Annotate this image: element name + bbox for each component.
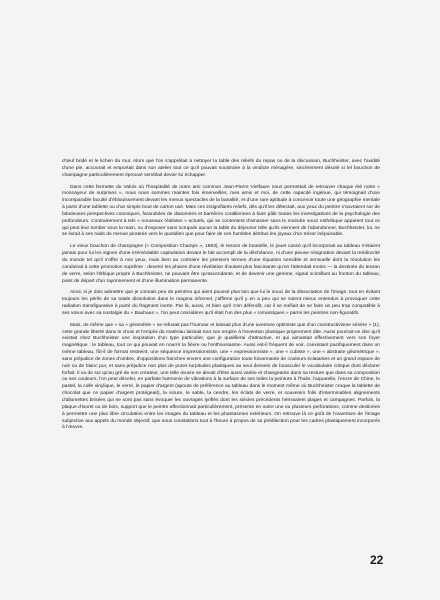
paragraph: Ainsi, si je dois admettre que je connais peu de peintres qui aient poussé plus loin que lui le souci de la dissociation de l'image, tout en évitant toujours les périls de sa totale dissolution dans le magma informel, j'affirme qu'il y en a peu qui se soient mieux entendus à provoquer cette radiation transfigurative à partir du fragment inerte. Par là, aussi, et bien qu'il s'en défendît, car il se méfiait de se faire un peu trop compatible à ses vœux avec sa nostalgie du « Bauhaus », l'on peut considérer qu'il était l'un des plus « romantiques » parmi les peintres non-figuratifs. [62, 290, 380, 316]
page-number: 22 [370, 553, 384, 567]
paragraph: Dans cette fermette du Valois où l'hospitalité de notre ami commun Jean-Pierre Vielfaure nous permettait de retrouver chaque été notre « monnayeur de surprises », nous nous sommes maintes fois émerveillés, mes amis et moi, de cette rapacité ingénue, qui témoignait d'une incomparable faculté d'éblouissement devant les menus spectacles de la banalité, et d'une rare aptitude à concevoir toute une géographie mentale à partir d'une tablette ou d'un simple bout de carton usé. Mais ces insignifiants reliefs, dès qu'il les détectait, aux yeux du peintre s'ouvraient sur de fabuleuses perspectives cosmiques, farandoles de diatomées et barrières coralliennes à faire pâlir toutes les investigations de la psychologie des profondeurs. Contrairement à tels « nouveaux réalistes » actuels, qui se contentent d'amasser sans le moindre souci esthétique apparent tout ce qui peut leur tomber sous la main, ou d'exposer sans scrupule aucun la table du déjeuner telle qu'ils viennent de l'abandonner, Buchheister, lui, ne se livrait à ses raids de menue piraterie vers le quotidien que pour faire de ces humbles détritus les joyaux d'un trésor inépuisable. [62, 184, 380, 238]
article-body [62, 159, 380, 437]
paragraph: Le vieux bouchon de champagne (« Composition Champs », 1963), le tesson de bouteille, le jouet cassé qu'il incorporait au tableau n'étaient jamais pour lui les signes d'une irrémédiable capitulation devant le fait accompli de la déchéance, ni d'une pieuse résignation devant la médiocrité du monde tel qu'il s'offre à nos yeux, mais bien au contraire les premiers termes d'une équation sensible et sensuelle dont la résolution les conduirait à cette promotion suprême : devenir les phares d'une révélation d'autant plus fascinante qu'on l'attendait moins — la destinée du tesson de verre, selon l'éthique propre à Buchheister, ne pouvant être qu'ascendante, et de devenir une gemme, signal scintillant au fronton du tableau, point de départ d'un rayonnement et d'une illumination permanente. [62, 244, 380, 284]
paragraph: Mais, de même que « sa » géométrie « ne refusait pas l'humour et laissait plus d'une aventure optimiste que d'un constructivisme sévère » (1), cette grande liberté dans le choix et l'emploi du matériau laissait tout son empire à l'invention plastique proprement dite. Aussi pourrait-on dire qu'il existait chez Buchheister une inspiration d'un type particulier, que je qualifierai d'attractive, et qui aimantait effectivement vers son foyer magnétique : le tableau, tout ce qui pouvait en nourrir la fièvre ou l'enthousiasme. Aussi est-il fréquent de voir, coexistant pacifiquement dans un même tableau, fût-il de format restreint, une séquence impressionniste, une « expressionniste », une « cubiste », une « abstraite géométrique », sans préjudice de zones d'ombre, d'oppositions franches envers une configuration toute foisonnante de couleurs éclatantes et un grand espace de noir ou de blanc pur, et sans préjudice non plus de pures turpitudes plastiques au seul dessein de bousculer le vocabulaire critique dont déclarer forfait. Il va de soi qu'au gré de son créateur, une telle œuvre se devait d'être aussi variée et changeante dans sa texture que dans sa composition ou ses couleurs, l'on peut déceler, en parfaite harmonie de vibrations à la surface de ses toiles la peinture à l'huile, l'aquarelle, l'encre de Chine, le pastel, la colle vinylique, le verre, le papier d'argent (apoute de préférence au tableau dans le moment même où Buchheister croque la tablette de chocolat que ce papier d'argent protégeait), la sciure, le sable, la cendre, les éclats de verre, et souvenirs folis d'interminables alignements d'allumettes brisées qui ne sont pas sans évoquer les ouvrages lyrifiés dont les siècles précédents hérissaient plages et campagnes. Parfois, la plaque d'isorel ou de bois, support que le peintre affectionnait particulièrement, présente en outre une ou plusieurs perforations, comme destinées à permettre une plus libre circulation entre les images du tableau et les phantasmes extérieurs. On retrouve là ce goût de l'ouverture de l'image subjective aux appels du monde objectif, que nous constations tout à l'heure à propos de sa prédilection pour les cadres plastiquement incorporés à l'œuvre. [62, 322, 380, 431]
paragraph: d'œuf bridé et le lichen du mur. Alors que l'on s'apprêtait à nettoyer la table des reliefs du repas ou de la discussion, Buchheister, avec l'avidité d'une pie, accourait et emportait dans son atelier tout ce qu'il pouvait soustraire à la vindicte ménagère, sincèrement désolé si tel bouchon de champagne particulièrement éprouvé semblait devoir lui échapper. [62, 159, 380, 178]
